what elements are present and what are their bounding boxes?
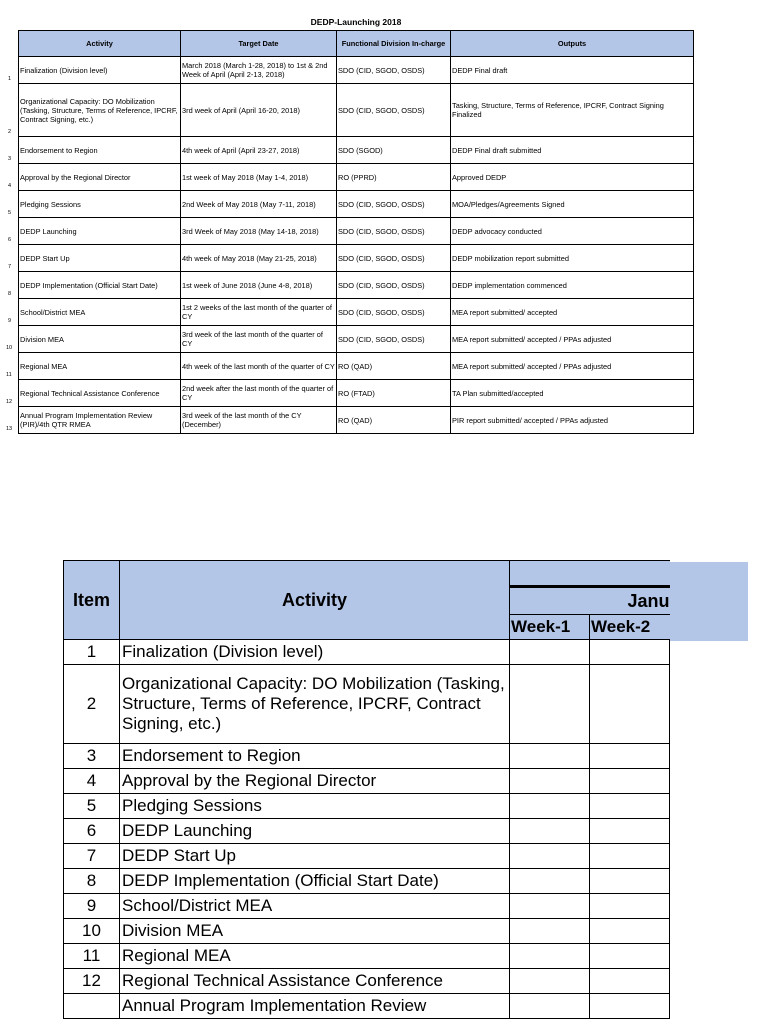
cell-date: 3rd week of the last month of the quarter of CY	[181, 326, 337, 353]
cell-week-1	[510, 665, 590, 744]
week-2-header: Week-2	[590, 615, 670, 640]
col-header-activity: Activity	[19, 31, 181, 57]
table-row	[19, 218, 694, 245]
cell-activity: Annual Program Implementation Review (PIR)/4th QTR RMEA	[19, 407, 181, 434]
cell-date: 4th week of April (April 23-27, 2018)	[181, 137, 337, 164]
cell-item-number: 4	[64, 769, 120, 794]
cell-item-number: 6	[64, 819, 120, 844]
cell-output: DEDP implementation commenced	[451, 272, 694, 299]
cell-activity: Pledging Sessions	[19, 191, 181, 218]
cell-week-1	[510, 969, 590, 994]
row-number: 12	[6, 398, 13, 405]
cell-date: March 2018 (March 1-28, 2018) to 1st & 2nd Week of April (April 2-13, 2018)	[181, 57, 337, 84]
top-table-title: DEDP-Launching 2018	[310, 17, 402, 27]
table-row	[64, 919, 670, 944]
cell-date: 4th week of the last month of the quarter of CY	[181, 353, 337, 380]
cell-item-number: 5	[64, 794, 120, 819]
table-row	[19, 84, 694, 137]
col-header-item: Item	[64, 561, 120, 640]
cell-activity: Approval by the Regional Director	[120, 769, 510, 794]
cell-week-1	[510, 794, 590, 819]
cell-activity: Regional MEA	[19, 353, 181, 380]
cell-activity: Finalization (Division level)	[120, 640, 510, 665]
table-row	[64, 769, 670, 794]
cell-week-2	[590, 994, 670, 1019]
cell-output: Tasking, Structure, Terms of Reference, IPCRF, Contract Signing Finalized	[451, 84, 694, 137]
cell-output: TA Plan submitted/accepted	[451, 380, 694, 407]
table-row	[19, 407, 694, 434]
row-number: 1	[8, 75, 12, 82]
cell-activity: Regional Technical Assistance Conference	[120, 969, 510, 994]
table-row	[64, 819, 670, 844]
table-row	[64, 994, 670, 1019]
cell-activity: Annual Program Implementation Review	[120, 994, 510, 1019]
cell-output: DEDP Final draft	[451, 57, 694, 84]
cell-week-2	[590, 640, 670, 665]
cell-activity: Organizational Capacity: DO Mobilization (Tasking, Structure, Terms of Reference, IPCRF, Contract Signing, etc.)	[120, 665, 510, 744]
table-row	[64, 794, 670, 819]
table-row	[19, 326, 694, 353]
cell-date: 2nd week after the last month of the quarter of CY	[181, 380, 337, 407]
cell-division: SDO (CID, SGOD, OSDS)	[337, 191, 451, 218]
row-number: 10	[6, 344, 13, 351]
table-row	[64, 969, 670, 994]
table-row	[64, 944, 670, 969]
table-row	[19, 353, 694, 380]
cell-division: SDO (CID, SGOD, OSDS)	[337, 299, 451, 326]
row-number: 8	[8, 290, 12, 297]
cell-date: 3rd Week of May 2018 (May 14-18, 2018)	[181, 218, 337, 245]
cell-activity: Finalization (Division level)	[19, 57, 181, 84]
gantt-table	[63, 560, 670, 1019]
col-header-outputs: Outputs	[451, 31, 694, 57]
cell-week-2	[590, 819, 670, 844]
cell-activity: DEDP Start Up	[19, 245, 181, 272]
cell-date: 1st 2 weeks of the last month of the quarter of CY	[181, 299, 337, 326]
cell-date: 1st week of June 2018 (June 4-8, 2018)	[181, 272, 337, 299]
cell-week-2	[590, 769, 670, 794]
row-number: 2	[8, 128, 12, 135]
row-number: 5	[8, 209, 12, 216]
row-number: 3	[8, 155, 12, 162]
cell-output: MOA/Pledges/Agreements Signed	[451, 191, 694, 218]
cell-week-1	[510, 844, 590, 869]
header-spacer	[510, 561, 670, 587]
table-row	[19, 245, 694, 272]
cell-output: DEDP mobilization report submitted	[451, 245, 694, 272]
cell-week-2	[590, 869, 670, 894]
cell-output: DEDP advocacy conducted	[451, 218, 694, 245]
cell-date: 3rd week of the last month of the CY (December)	[181, 407, 337, 434]
table-row	[64, 744, 670, 769]
table-row	[64, 894, 670, 919]
cell-activity: Organizational Capacity: DO Mobilization (Tasking, Structure, Terms of Reference, IPCRF, Contract Signing, etc.)	[19, 84, 181, 137]
cell-week-2	[590, 665, 670, 744]
cell-week-1	[510, 819, 590, 844]
col-header-division: Functional Division In-charge	[337, 31, 451, 57]
cell-activity: DEDP Implementation (Official Start Date)	[19, 272, 181, 299]
table-row	[19, 137, 694, 164]
cell-output: MEA report submitted/ accepted / PPAs adjusted	[451, 353, 694, 380]
cell-week-1	[510, 894, 590, 919]
cell-week-2	[590, 944, 670, 969]
table-row	[64, 844, 670, 869]
row-number: 9	[8, 317, 12, 324]
cell-activity: DEDP Start Up	[120, 844, 510, 869]
cell-activity: Regional MEA	[120, 944, 510, 969]
cell-division: SDO (CID, SGOD, OSDS)	[337, 272, 451, 299]
cell-activity: Regional Technical Assistance Conference	[19, 380, 181, 407]
cell-division: SDO (CID, SGOD, OSDS)	[337, 326, 451, 353]
table-row	[19, 272, 694, 299]
cell-date: 3rd week of April (April 16-20, 2018)	[181, 84, 337, 137]
row-number: 4	[8, 182, 12, 189]
cell-output: Approved DEDP	[451, 164, 694, 191]
cell-activity: DEDP Implementation (Official Start Date)	[120, 869, 510, 894]
cell-division: SDO (CID, SGOD, OSDS)	[337, 245, 451, 272]
cell-date: 1st week of May 2018 (May 1-4, 2018)	[181, 164, 337, 191]
cell-division: SDO (SGOD)	[337, 137, 451, 164]
row-number: 6	[8, 236, 12, 243]
col-header-target-date: Target Date	[181, 31, 337, 57]
cell-activity: Pledging Sessions	[120, 794, 510, 819]
cell-activity: Division MEA	[120, 919, 510, 944]
table-row	[64, 640, 670, 665]
cell-week-2	[590, 794, 670, 819]
cell-activity: DEDP Launching	[19, 218, 181, 245]
cell-division: RO (FTAD)	[337, 380, 451, 407]
table-row	[19, 299, 694, 326]
week-1-header: Week-1	[510, 615, 590, 640]
cell-division: RO (QAD)	[337, 407, 451, 434]
header-row	[19, 31, 694, 57]
cell-division: RO (QAD)	[337, 353, 451, 380]
cell-week-2	[590, 844, 670, 869]
cell-activity: School/District MEA	[120, 894, 510, 919]
cell-item-number: 12	[64, 969, 120, 994]
cell-item-number	[64, 994, 120, 1019]
cell-activity: Endorsement to Region	[120, 744, 510, 769]
cell-week-2	[590, 744, 670, 769]
table-row	[19, 57, 694, 84]
header-fill-extension	[669, 562, 748, 641]
row-number: 13	[6, 425, 13, 432]
cell-item-number: 9	[64, 894, 120, 919]
cell-week-1	[510, 944, 590, 969]
cell-week-1	[510, 919, 590, 944]
table-row	[19, 164, 694, 191]
cell-week-2	[590, 919, 670, 944]
cell-item-number: 3	[64, 744, 120, 769]
month-header: Janu	[510, 587, 670, 615]
table-row	[19, 191, 694, 218]
cell-item-number: 7	[64, 844, 120, 869]
cell-output: PIR report submitted/ accepted / PPAs adjusted	[451, 407, 694, 434]
row-number: 7	[8, 263, 12, 270]
cell-week-1	[510, 769, 590, 794]
cell-week-1	[510, 869, 590, 894]
cell-division: SDO (CID, SGOD, OSDS)	[337, 218, 451, 245]
cell-output: MEA report submitted/ accepted / PPAs adjusted	[451, 326, 694, 353]
cell-division: RO (PPRD)	[337, 164, 451, 191]
table-row	[19, 380, 694, 407]
cell-week-2	[590, 969, 670, 994]
table-row	[64, 869, 670, 894]
cell-activity: School/District MEA	[19, 299, 181, 326]
cell-activity: Division MEA	[19, 326, 181, 353]
cell-item-number: 10	[64, 919, 120, 944]
cell-date: 2nd Week of May 2018 (May 7-11, 2018)	[181, 191, 337, 218]
cell-output: MEA report submitted/ accepted	[451, 299, 694, 326]
cell-week-1	[510, 744, 590, 769]
cell-output: DEDP Final draft submitted	[451, 137, 694, 164]
row-number: 11	[6, 371, 12, 378]
cell-division: SDO (CID, SGOD, OSDS)	[337, 57, 451, 84]
cell-item-number: 1	[64, 640, 120, 665]
table-row	[64, 665, 670, 744]
cell-week-1	[510, 994, 590, 1019]
cell-activity: Approval by the Regional Director	[19, 164, 181, 191]
dedp-schedule-table	[18, 30, 694, 434]
cell-week-1	[510, 640, 590, 665]
cell-division: SDO (CID, SGOD, OSDS)	[337, 84, 451, 137]
cell-week-2	[590, 894, 670, 919]
cell-item-number: 2	[64, 665, 120, 744]
cell-date: 4th week of May 2018 (May 21-25, 2018)	[181, 245, 337, 272]
cell-item-number: 8	[64, 869, 120, 894]
col-header-activity: Activity	[120, 561, 510, 640]
cell-activity: Endorsement to Region	[19, 137, 181, 164]
cell-activity: DEDP Launching	[120, 819, 510, 844]
cell-item-number: 11	[64, 944, 120, 969]
